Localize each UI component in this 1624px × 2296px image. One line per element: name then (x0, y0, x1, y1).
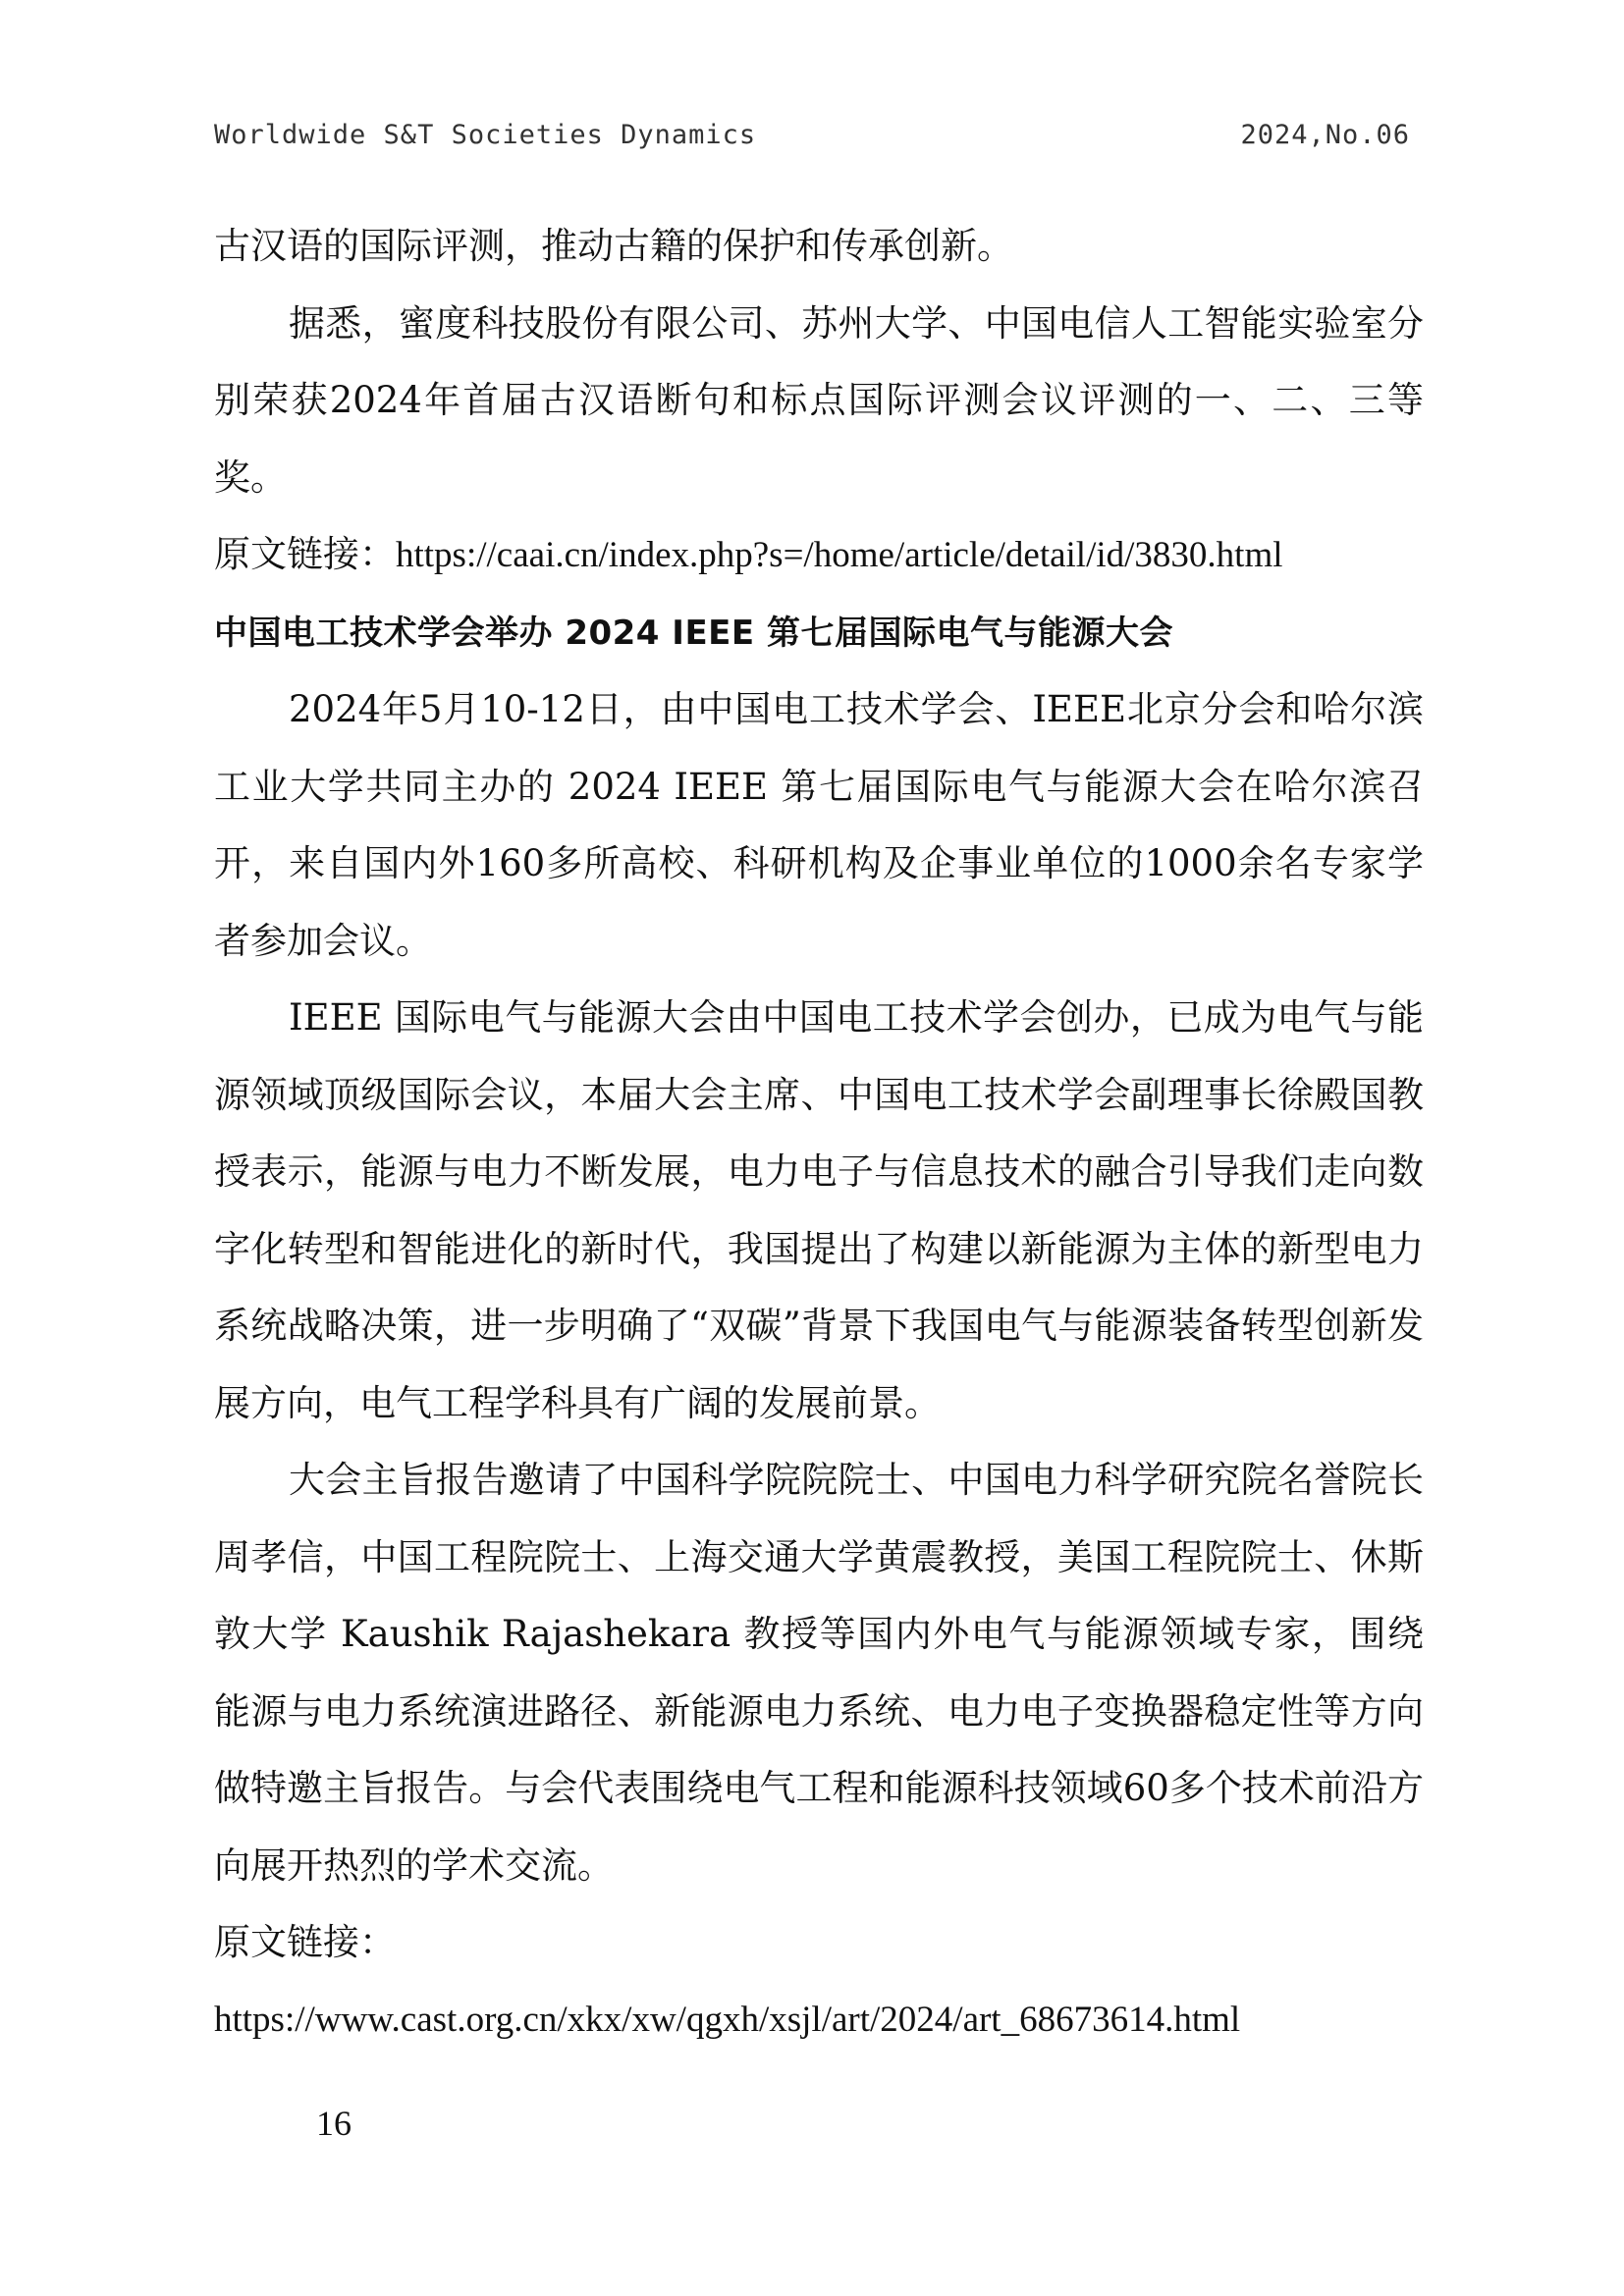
article-paragraph: 大会主旨报告邀请了中国科学院院院士、中国电力科学研究院名誉院长周孝信，中国工程院院士、上海交通大学黄震教授，美国工程院院士、休斯敦大学 Kaushik Rajashekara 教授等国内外电气与能源领域专家，围绕能源与电力系统演进路径、新能源电力系统、电力电子变换器稳定性等方向做特邀主旨报告。与会代表围绕电气工程和能源科技领域60多个技术前沿方向展开热烈的学术交流。 (214, 1459, 1424, 1887)
article-title: 中国电工技术学会举办 2024 IEEE 第七届国际电气与能源大会 (214, 613, 1173, 653)
page-content (214, 208, 1424, 2058)
source-link-url[interactable]: https://www.cast.org.cn/xkx/xw/qgxh/xsjl/art/2024/art_68673614.html (214, 1999, 1241, 2040)
journal-name: Worldwide S&T Societies Dynamics (214, 120, 757, 150)
article-paragraph: 2024年5月10-12日，由中国电工技术学会、IEEE北京分会和哈尔滨工业大学共同主办的 2024 IEEE 第七届国际电气与能源大会在哈尔滨召开，来自国内外160多所高校、科研机构及企事业单位的1000余名专家学者参加会议。 (214, 688, 1424, 962)
page-number: 16 (316, 2104, 352, 2143)
article-continuation: 古汉语的国际评测，推动古籍的保护和传承创新。 (214, 225, 1013, 267)
running-header (214, 120, 1410, 159)
article-paragraph: 据悉，蜜度科技股份有限公司、苏州大学、中国电信人工智能实验室分别荣获2024年首届古汉语断句和标点国际评测会议评测的一、二、三等奖。 (214, 301, 1424, 499)
article-paragraph: IEEE 国际电气与能源大会由中国电工技术学会创办，已成为电气与能源领域顶级国际会议，本届大会主席、中国电工技术学会副理事长徐殿国教授表示，能源与电力不断发展，电力电子与信息技术的融合引导我们走向数字化转型和智能进化的新时代，我国提出了构建以新能源为主体的新型电力系统战略决策，进一步明确了“双碳”背景下我国电气与能源装备转型创新发展方向，电气工程学科具有广阔的发展前景。 (214, 996, 1424, 1424)
source-link-label: 原文链接： (214, 533, 396, 575)
source-link (214, 516, 1424, 595)
issue-number: 2024,No.06 (1240, 120, 1410, 150)
source-link-label: 原文链接： (214, 1921, 396, 1963)
source-link-url[interactable]: https://caai.cn/index.php?s=/home/article/detail/id/3830.html (396, 535, 1283, 575)
